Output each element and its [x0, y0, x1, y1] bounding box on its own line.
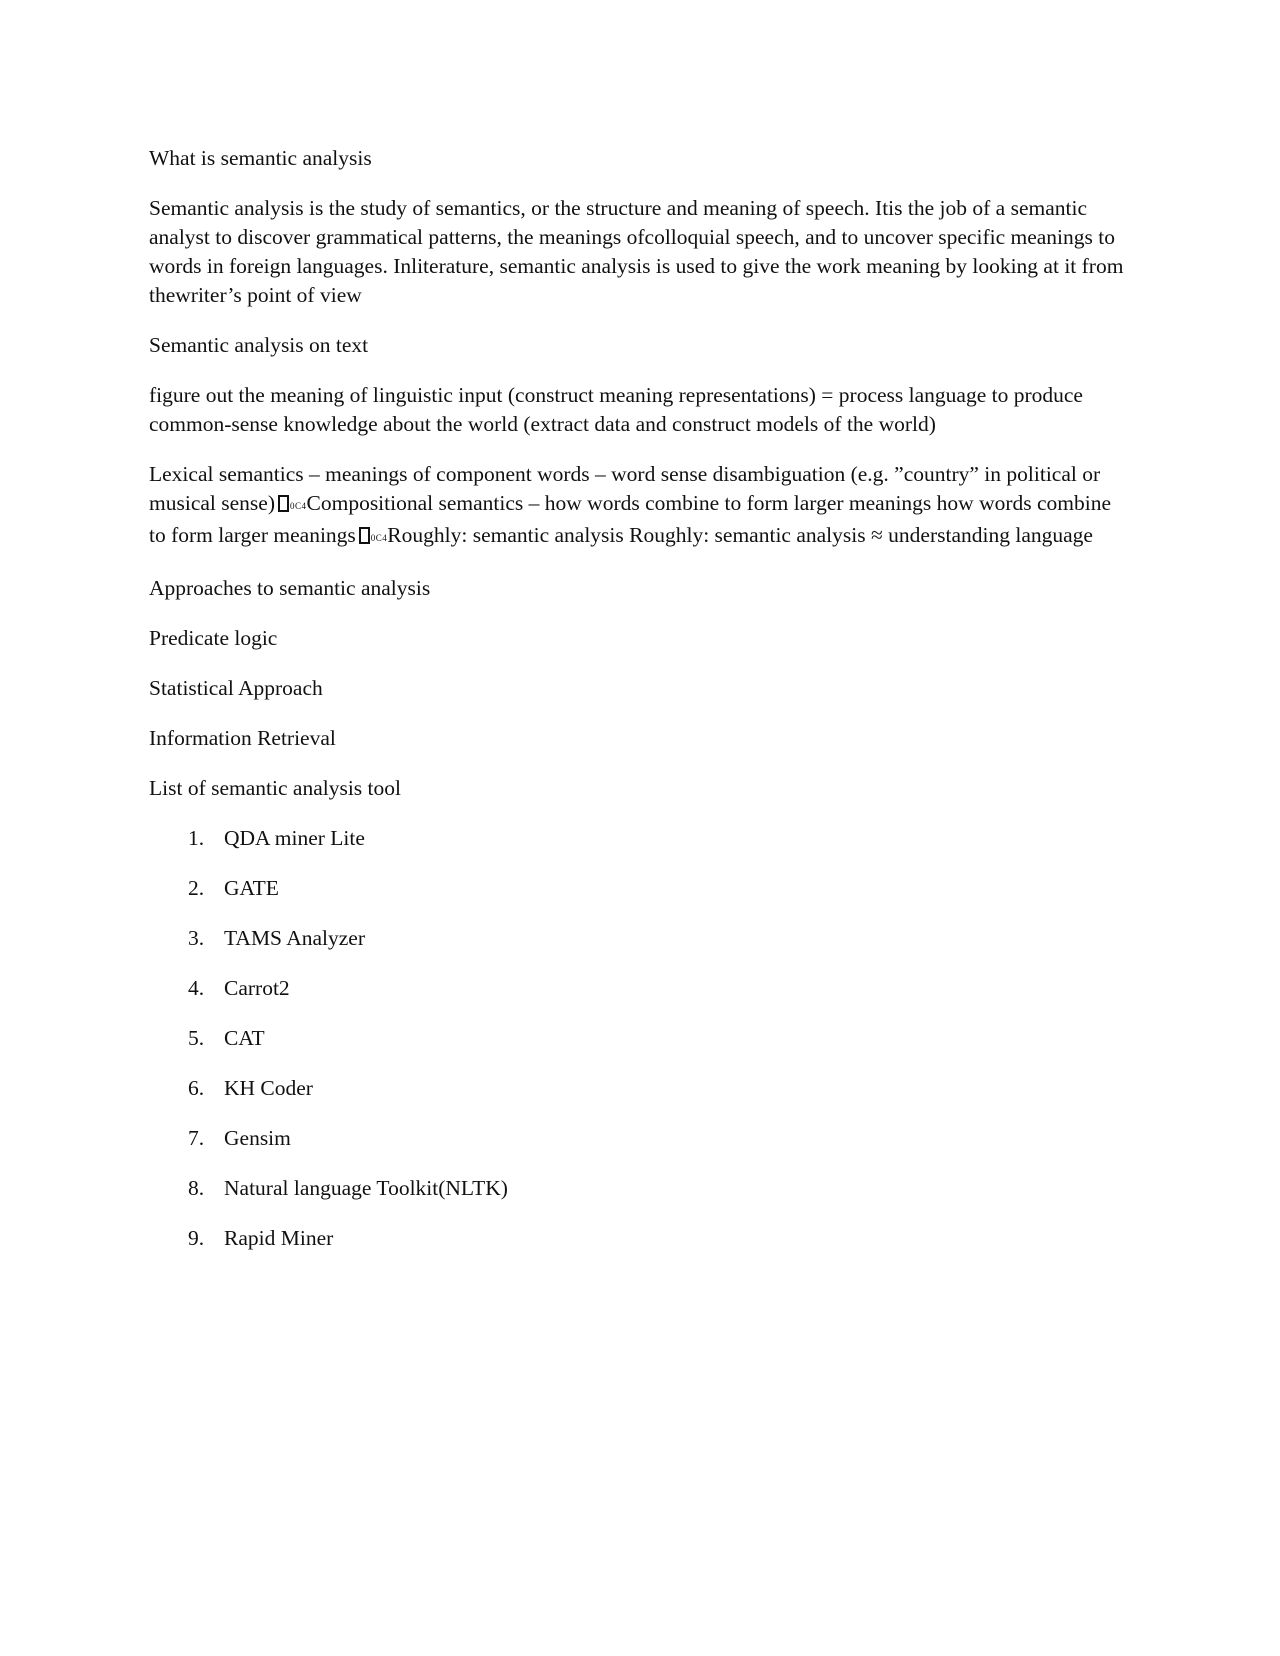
list-item	[149, 1224, 1129, 1253]
list-item-number: 8.	[188, 1176, 205, 1200]
list-item-text: Natural language Toolkit(NLTK)	[224, 1176, 508, 1200]
list-item	[149, 924, 1129, 953]
list-item-number: 5.	[188, 1026, 205, 1050]
heading-approaches: Approaches to semantic analysis	[149, 576, 431, 600]
list-item-text: KH Coder	[224, 1076, 313, 1100]
document-body	[149, 144, 1129, 1274]
list-item-number: 7.	[188, 1126, 205, 1150]
list-item	[149, 974, 1129, 1003]
list-item	[149, 874, 1129, 903]
list-item-number: 3.	[188, 926, 205, 950]
list-item	[149, 824, 1129, 853]
missing-glyph-icon	[278, 495, 289, 512]
list-item-text: Gensim	[224, 1126, 291, 1150]
list-item-text: TAMS Analyzer	[224, 926, 365, 950]
list-item-text: Rapid Miner	[224, 1226, 334, 1250]
approach-information-retrieval: Information Retrieval	[149, 726, 336, 750]
list-item	[149, 1024, 1129, 1053]
list-item-text: GATE	[224, 876, 279, 900]
lexical-part-3: Roughly: semantic analysis Roughly: semantic analysis ≈ understanding language	[387, 523, 1093, 547]
list-item	[149, 1074, 1129, 1103]
lexical-part-1: Lexical semantics – meanings of component words – word sense disambiguation (e.g. ”country” in political or musical sense)	[149, 462, 1101, 515]
list-item	[149, 1124, 1129, 1153]
list-item-text: Carrot2	[224, 976, 290, 1000]
list-item	[149, 1174, 1129, 1203]
tool-list	[149, 824, 1129, 1253]
approach-predicate-logic: Predicate logic	[149, 626, 278, 650]
heading-tool-list: List of semantic analysis tool	[149, 776, 401, 800]
approach-statistical: Statistical Approach	[149, 676, 323, 700]
heading-what-is-semantic-analysis: What is semantic analysis	[149, 146, 372, 170]
heading-semantic-analysis-on-text: Semantic analysis on text	[149, 333, 369, 357]
paragraph-lexical-semantics	[149, 460, 1129, 553]
missing-glyph-code: 0C4	[289, 501, 307, 511]
list-item-text: CAT	[224, 1026, 265, 1050]
lexical-part-2: Compositional semantics – how words combine to form larger meanings how words combine to form larger meanings	[149, 491, 1112, 547]
list-item-number: 2.	[188, 876, 205, 900]
list-item-number: 6.	[188, 1076, 205, 1100]
list-item-text: QDA miner Lite	[224, 826, 365, 850]
list-item-number: 1.	[188, 826, 205, 850]
list-item-number: 4.	[188, 976, 205, 1000]
list-item-number: 9.	[188, 1226, 205, 1250]
missing-glyph-icon	[359, 527, 370, 544]
paragraph-meaning-of-linguistic-input: figure out the meaning of linguistic input (construct meaning representations) = process language to produce common-sense knowledge about the world (extract data and construct models of the world)	[149, 383, 1083, 436]
missing-glyph-code: 0C4	[370, 533, 388, 543]
paragraph-semantic-analysis-definition: Semantic analysis is the study of semantics, or the structure and meaning of speech. Itis the job of a semantic analyst to discover grammatical patterns, the meanings ofcolloquial speech, and to uncover specific meanings to words in foreign languages. Inliterature, semantic analysis is used to give the work meaning by looking at it from thewriter’s point of view	[149, 196, 1124, 307]
